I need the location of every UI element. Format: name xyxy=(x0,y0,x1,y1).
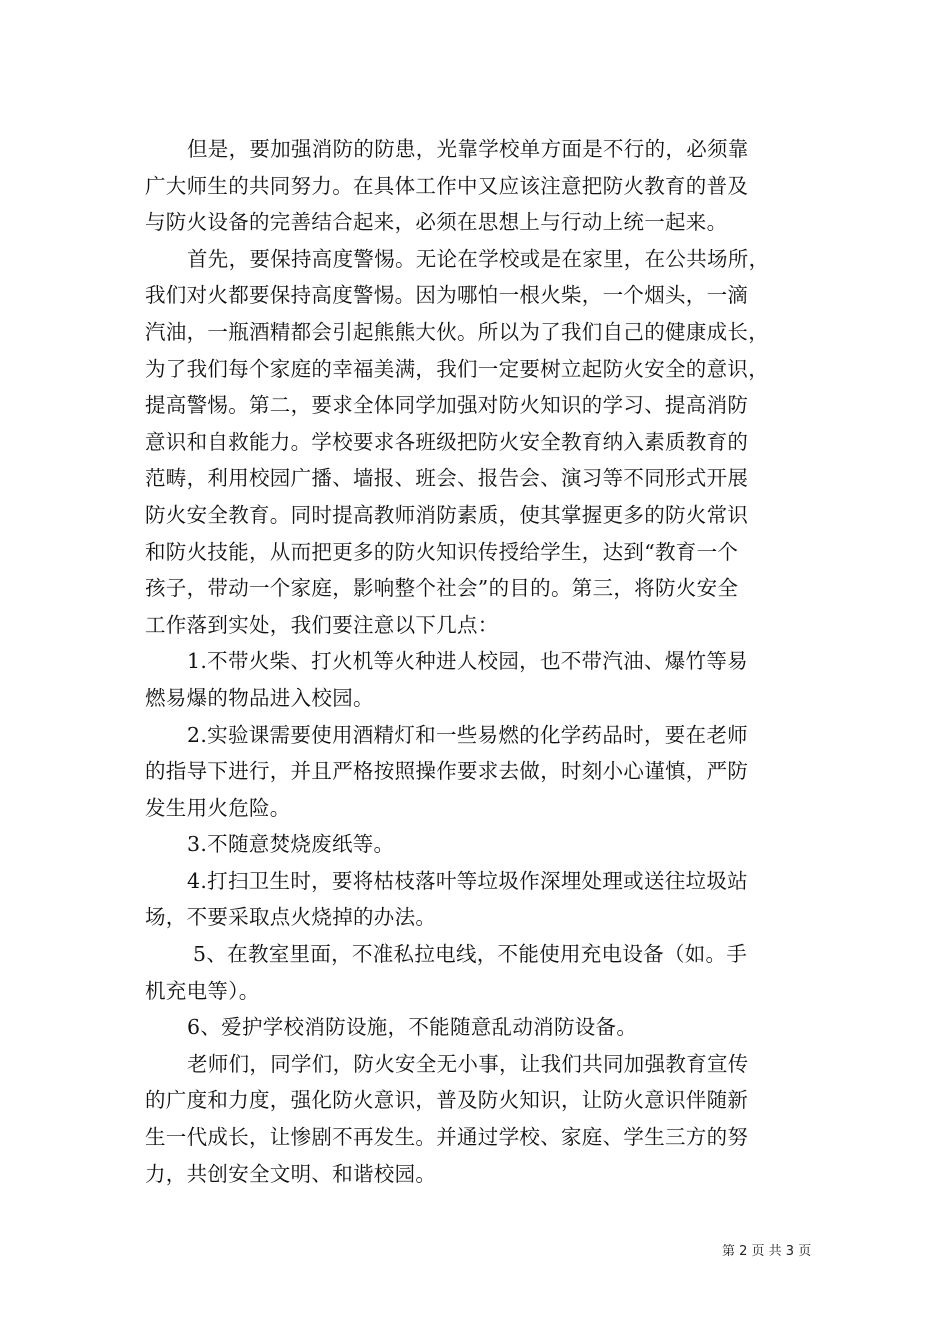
text-line: 机充电等）。 xyxy=(145,978,260,1003)
text-line: 防火安全教育。同时提高教师消防素质，使其掌握更多的防火常识 xyxy=(145,502,749,527)
text-line: 3.不随意焚烧废纸等。 xyxy=(187,832,395,857)
text-line: 意识和自救能力。学校要求各班级把防火安全教育纳入素质教育的 xyxy=(145,429,749,454)
text-line: 范畴，利用校园广播、墙报、班会、报告会、演习等不同形式开展 xyxy=(145,466,749,491)
text-line: 燃易爆的物品进入校园。 xyxy=(145,685,374,710)
text-line: 为了我们每个家庭的幸福美满，我们一定要树立起防火安全的意识， xyxy=(145,356,769,381)
text-line: 场，不要采取点火烧掉的办法。 xyxy=(145,905,437,930)
text-line: 老师们，同学们，防火安全无小事，让我们共同加强教育宣传 xyxy=(187,1051,749,1076)
text-line: 力，共创安全文明、和谐校园。 xyxy=(145,1161,437,1186)
text-line: 工作落到实处，我们要注意以下几点： xyxy=(145,612,499,637)
text-line: 我们对火都要保持高度警惕。因为哪怕一根火柴，一个烟头，一滴 xyxy=(145,283,749,308)
text-line: 和防火技能，从而把更多的防火知识传授给学生，达到“教育一个 xyxy=(145,539,739,564)
text-line: 的广度和力度，强化防火意识，普及防火知识，让防火意识伴随新 xyxy=(145,1088,749,1113)
page-number: 第 2 页 共 3 页 xyxy=(722,1244,812,1259)
text-line: 5、在教室里面，不准私拉电线，不能使用充电设备（如。手 xyxy=(193,942,748,967)
text-line: 与防火设备的完善结合起来，必须在思想上与行动上统一起来。 xyxy=(145,210,728,235)
text-line: 的指导下进行，并且严格按照操作要求去做，时刻小心谨慎，严防 xyxy=(145,759,749,784)
text-line: 孩子，带动一个家庭，影响整个社会”的目的。第三，将防火安全 xyxy=(145,576,739,601)
text-line: 汽油，一瓶酒精都会引起熊熊大伙。所以为了我们自己的健康成长， xyxy=(145,319,769,344)
text-line: 1.不带火柴、打火机等火种进人校园，也不带汽油、爆竹等易 xyxy=(187,649,748,674)
document-body xyxy=(145,131,810,1192)
text-line: 发生用火危险。 xyxy=(145,795,291,820)
text-line: 首先，要保持高度警惕。无论在学校或是在家里，在公共场所， xyxy=(187,246,770,271)
text-line: 生一代成长，让惨剧不再发生。并通过学校、家庭、学生三方的努 xyxy=(145,1125,749,1150)
text-line: 6、爱护学校消防设施，不能随意乱动消防设备。 xyxy=(187,1015,638,1040)
text-line: 4.打扫卫生时，要将枯枝落叶等垃圾作深埋处理或送往垃圾站 xyxy=(187,868,748,893)
text-line: 但是，要加强消防的防患，光靠学校单方面是不行的，必须靠 xyxy=(187,137,749,161)
text-line: 广大师生的共同努力。在具体工作中又应该注意把防火教育的普及 xyxy=(145,173,749,198)
text-line: 提高警惕。第二，要求全体同学加强对防火知识的学习、提高消防 xyxy=(145,393,749,418)
text-line: 2.实验课需要使用酒精灯和一些易燃的化学药品时，要在老师 xyxy=(187,722,748,747)
